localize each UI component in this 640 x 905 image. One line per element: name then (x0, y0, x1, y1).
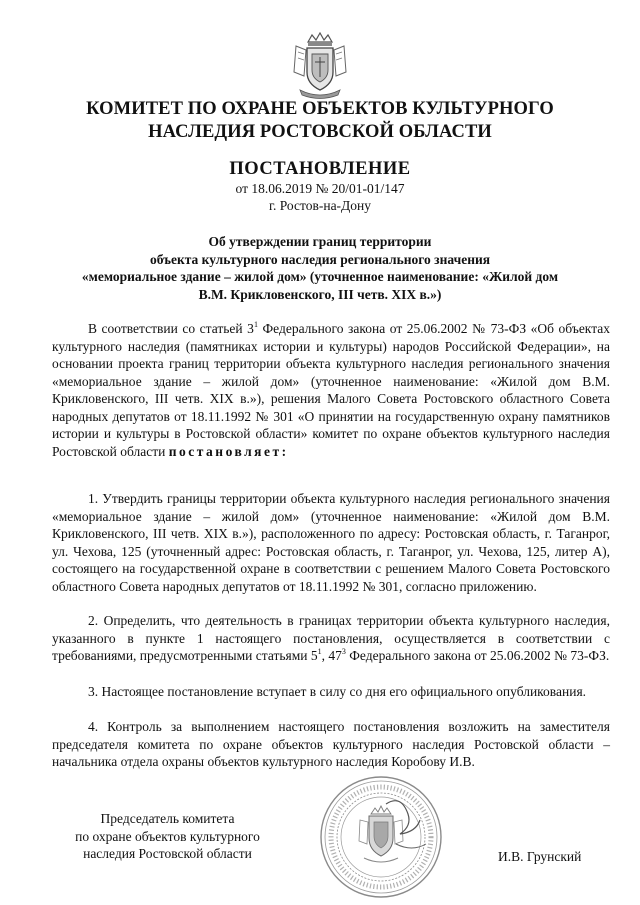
decree-date-number: от 18.06.2019 № 20/01-01/147 (235, 181, 405, 196)
signatory-title-line-3: наследия Ростовской области (83, 846, 252, 861)
committee-name (40, 98, 600, 144)
item-1-paragraph: 1. Утвердить границы территории объекта культурного наследия регионального значения «мемориальное здание – жилой дом» (уточненное наименование: «Жилой дом В.М. Крикловенского, III четв. XIX в.»), расположенного по адресу: Ростовская область, г. Таганрог, ул. Чехова, 125 (уточненный адрес: Ростовская область, г. Таганрог, ул. Чехова, 125, литер А), состоящего на государственной охране в соответствии с решением Малого Совета Ростовского областного Совета народных депутатов от 18.11.1992 № 301, согласно приложению. (52, 491, 610, 594)
subject-line-3: «мемориальное здание – жилой дом» (уточненное наименование: «Жилой дом (81, 269, 559, 284)
decree-subject (50, 233, 590, 303)
decree-place: г. Ростов-на-Дону (268, 198, 371, 213)
subject-line-4: В.М. Крикловенского, III четв. XIX в.») (198, 286, 442, 302)
official-round-seal-icon (316, 774, 446, 900)
preamble-paragraph: В соответствии со статьей $3^1$ Федерального закона от 25.06.2002 № 73-ФЗ «Об объектах культурного наследия (памятниках истории и культуры) народов Российской Федерации», на основании проекта границ территории объекта культурного наследия регионального значения «мемориальное здание – жилой дом» (уточненное наименование: «Жилой дом В.М. Крикловенского, III четв. XIX в.»), решения Малого Совета Ростовского областного Совета народных депутатов от 18.11.1992 № 301 «О принятии на государственную охрану памятников истории и культуры в Ростовской области» комитет по охране объектов культурного наследия Ростовской области постановляет: (52, 320, 610, 459)
signatory-title (60, 810, 275, 863)
item-3-paragraph: 3. Настоящее постановление вступает в силу со дня его официального опубликования. (88, 684, 587, 699)
subject-line-1: Об утверждении границ территории (208, 234, 432, 249)
decree-title: ПОСТАНОВЛЕНИЕ (229, 159, 411, 179)
subject-line-2: объекта культурного наследия регионального значения (149, 251, 491, 267)
committee-line-1: КОМИТЕТ ПО ОХРАНЕ ОБЪЕКТОВ КУЛЬТУРНОГО (86, 99, 554, 119)
signatory-title-line-1: Председатель комитета (100, 811, 235, 826)
item-4-paragraph: 4. Контроль за выполнением настоящего постановления возложить на заместителя председателя комитета по охране объектов культурного наследия Ростовской области – начальника отдела охраны объектов культурного наследия Коробову И.В. (52, 719, 610, 769)
committee-line-2: НАСЛЕДИЯ РОСТОВСКОЙ ОБЛАСТИ (148, 122, 492, 142)
item-2-paragraph: 2. Определить, что деятельность в границах территории объекта культурного наследия, указанного в пункте 1 настоящего постановления, осуществляется в соответствии с требованиями, предусмотренными статьями $5^1$, $47^3$ Федерального закона от 25.06.2002 № 73-ФЗ. (52, 613, 610, 663)
resolves-word: постановляет: (168, 443, 289, 459)
signatory-title-line-2: по охране объектов культурного (75, 828, 260, 844)
rostov-region-coat-of-arms-icon (290, 32, 350, 100)
signatory-name: И.В. Грунский (498, 849, 582, 864)
